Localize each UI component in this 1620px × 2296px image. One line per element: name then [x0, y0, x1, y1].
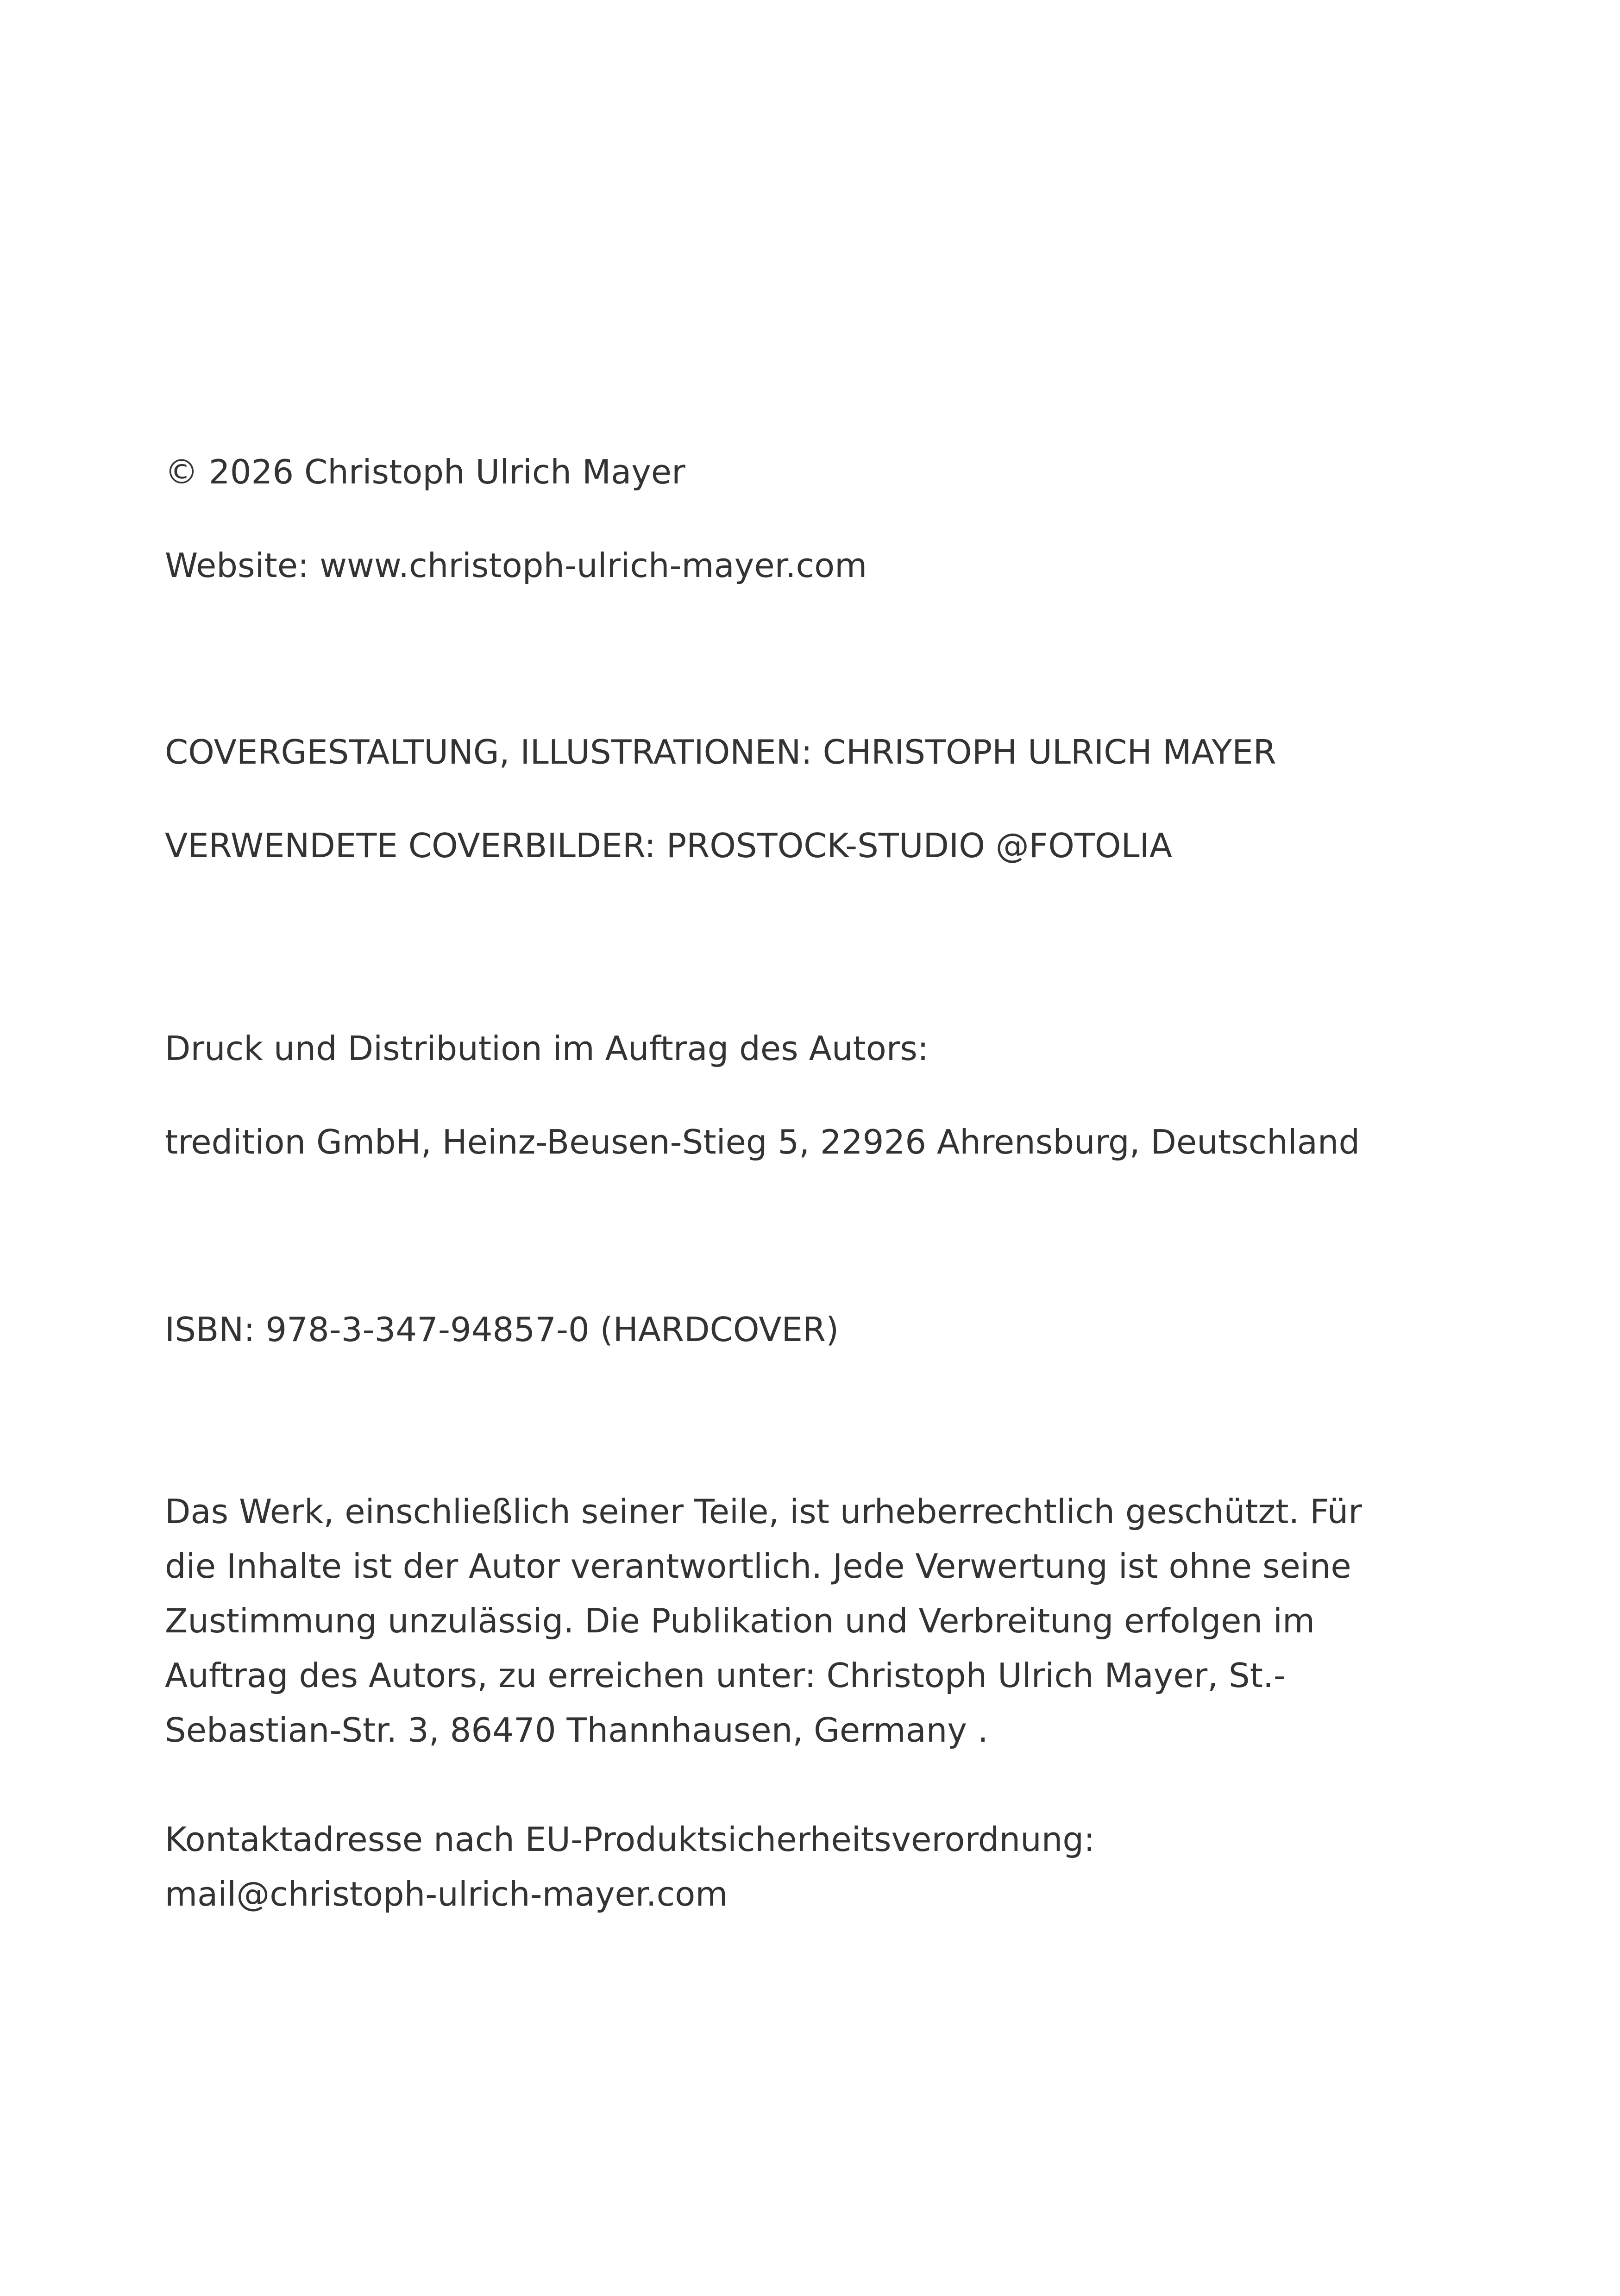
contact-paragraph [165, 1812, 1462, 1921]
contact-email: mail@christoph-ulrich-mayer.com [165, 1875, 728, 1913]
legal-notice-line: die Inhalte ist der Autor verantwortlich. Jede Verwertung ist ohne seine [165, 1547, 1351, 1586]
cover-design-credit: COVERGESTALTUNG, ILLUSTRATIONEN: CHRISTOPH ULRICH MAYER [165, 733, 1276, 772]
legal-notice-line: Auftrag des Autors, zu erreichen unter: Christoph Ulrich Mayer, St.- [165, 1656, 1286, 1695]
legal-notice-paragraph [165, 1484, 1462, 1757]
contact-heading: Kontaktadresse nach EU-Produktsicherheitsverordnung: [165, 1820, 1095, 1859]
publisher-address: tredition GmbH, Heinz-Beusen-Stieg 5, 22926 Ahrensburg, Deutschland [165, 1123, 1360, 1161]
print-distribution-heading: Druck und Distribution im Auftrag des Autors: [165, 1029, 929, 1068]
website-line: Website: www.christoph-ulrich-mayer.com [165, 546, 867, 585]
legal-notice-line: Das Werk, einschließlich seiner Teile, ist urheberrechtlich geschützt. Für [165, 1492, 1362, 1531]
copyright-line: © 2026 Christoph Ulrich Mayer [165, 452, 685, 491]
legal-notice-line: Zustimmung unzulässig. Die Publikation und Verbreitung erfolgen im [165, 1601, 1315, 1640]
isbn-line: ISBN: 978-3-347-94857-0 (HARDCOVER) [165, 1310, 839, 1349]
legal-notice-line: Sebastian-Str. 3, 86470 Thannhausen, Germany . [165, 1711, 988, 1750]
cover-images-credit: VERWENDETE COVERBILDER: PROSTOCK-STUDIO @FOTOLIA [165, 826, 1173, 865]
